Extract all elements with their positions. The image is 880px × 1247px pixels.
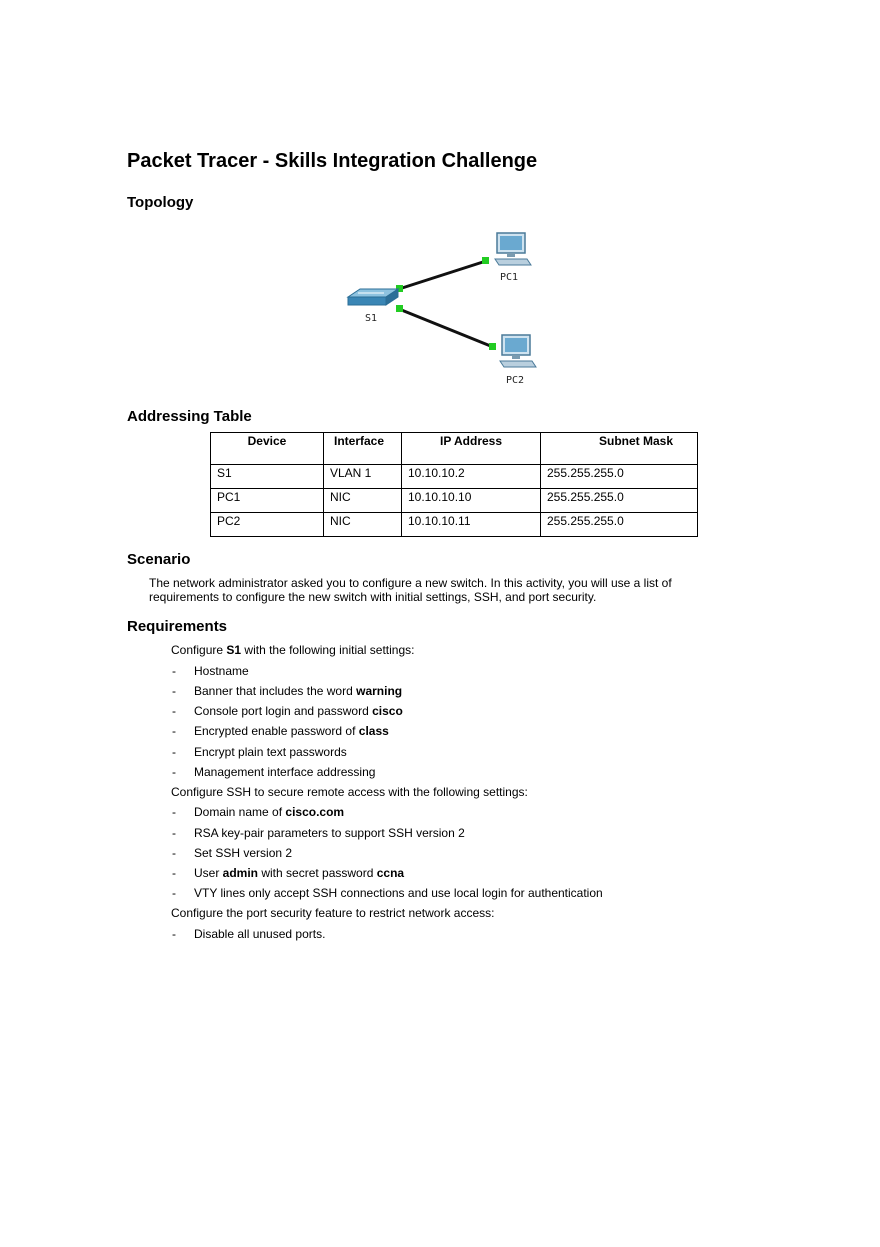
sub-req-text: VTY lines only accept SSH connections and use local login for authentication	[194, 886, 603, 900]
cell-ip: 10.10.10.10	[402, 489, 541, 513]
sub-requirement-item	[194, 846, 292, 860]
cell-interface: NIC	[324, 489, 402, 513]
sub-req-text: User	[194, 866, 223, 880]
sub-req-text: Set SSH version 2	[194, 846, 293, 860]
port-up-indicator	[489, 343, 496, 350]
cell-mask: 255.255.255.0	[541, 465, 698, 489]
sub-requirement-item	[194, 745, 347, 759]
col-header-ip: IP Address	[402, 433, 541, 465]
dash-marker: -	[172, 745, 176, 759]
dash-marker: -	[172, 927, 176, 941]
port-up-indicator	[396, 305, 403, 312]
col-header-mask: Subnet Mask	[541, 433, 698, 465]
sub-req-text: Encrypted enable password of	[194, 724, 359, 738]
requirement-item	[171, 643, 414, 657]
dash-marker: -	[172, 684, 176, 698]
requirements-heading: Requirements	[127, 618, 228, 635]
cell-mask: 255.255.255.0	[541, 489, 698, 513]
req-keyword: S1	[226, 643, 242, 657]
switch-icon	[348, 289, 398, 305]
pc-icon	[500, 335, 536, 367]
sub-req-text: Encrypt plain text passwords	[194, 745, 347, 759]
sub-req-text: with secret password	[258, 866, 377, 880]
pc-icon	[495, 233, 531, 265]
sub-requirement-item	[194, 684, 402, 698]
col-header-device: Device	[211, 433, 324, 465]
link-s1-pc2	[399, 309, 493, 347]
sub-requirement-item	[194, 805, 344, 819]
sub-requirement-item	[194, 664, 249, 678]
sub-req-text: Domain name of	[194, 805, 286, 819]
cell-interface: NIC	[324, 513, 402, 537]
sub-req-text: Banner that includes the word	[194, 684, 357, 698]
dash-marker: -	[172, 765, 176, 779]
topology-heading: Topology	[127, 194, 194, 211]
scenario-text: The network administrator asked you to configure a new switch. In this activity, you will use a list of requirements to configure the new switch with initial settings, SSH, and port security.	[149, 576, 672, 604]
sub-req-text: Hostname	[194, 664, 249, 678]
dash-marker: -	[172, 805, 176, 819]
dash-marker: -	[172, 724, 176, 738]
cell-interface: VLAN 1	[324, 465, 402, 489]
requirement-item: Configure the port security feature to restrict network access:	[171, 906, 495, 920]
addressing-table	[210, 432, 698, 537]
dash-marker: -	[172, 704, 176, 718]
sub-req-keyword: class	[358, 724, 389, 738]
sub-requirement-item	[194, 826, 465, 840]
req-text: Configure	[171, 643, 227, 657]
sub-req-text: Management interface addressing	[194, 765, 376, 779]
page-title: Packet Tracer - Skills Integration Challenge	[127, 150, 538, 172]
sub-req-keyword: admin	[222, 866, 259, 880]
topology-diagram	[340, 225, 550, 395]
cell-device: PC2	[211, 513, 324, 537]
col-header-interface: Interface	[324, 433, 402, 465]
cell-ip: 10.10.10.2	[402, 465, 541, 489]
pc2-label: PC2	[506, 375, 525, 386]
link-s1-pc1	[399, 261, 486, 289]
sub-req-text: Console port login and password	[194, 704, 373, 718]
table-header-row	[211, 433, 698, 465]
requirement-item: Configure SSH to secure remote access with the following settings:	[171, 785, 528, 799]
sub-req-keyword: ccna	[376, 866, 405, 880]
cell-ip: 10.10.10.11	[402, 513, 541, 537]
cell-device: S1	[211, 465, 324, 489]
dash-marker: -	[172, 866, 176, 880]
dash-marker: -	[172, 886, 176, 900]
cell-device: PC1	[211, 489, 324, 513]
dash-marker: -	[172, 826, 176, 840]
sub-requirement-item	[194, 886, 603, 900]
sub-req-keyword: cisco.com	[285, 805, 345, 819]
switch-label: S1	[365, 313, 378, 324]
pc1-label: PC1	[500, 272, 519, 283]
req-text: with the following initial settings:	[241, 643, 415, 657]
dash-marker: -	[172, 664, 176, 678]
sub-req-text: RSA key-pair parameters to support SSH version 2	[194, 826, 465, 840]
sub-req-keyword: warning	[356, 684, 403, 698]
table-row	[211, 489, 698, 513]
sub-requirement-item: Disable all unused ports.	[194, 927, 326, 941]
sub-req-keyword: cisco	[372, 704, 403, 718]
dash-marker: -	[172, 846, 176, 860]
sub-requirement-item	[194, 866, 404, 880]
table-row	[211, 513, 698, 537]
sub-requirement-item	[194, 704, 403, 718]
addressing-table-heading: Addressing Table	[127, 408, 252, 425]
port-up-indicator	[482, 257, 489, 264]
scenario-heading: Scenario	[127, 551, 191, 568]
sub-requirement-item	[194, 724, 389, 738]
table-row	[211, 465, 698, 489]
cell-mask: 255.255.255.0	[541, 513, 698, 537]
sub-requirement-item	[194, 765, 375, 779]
